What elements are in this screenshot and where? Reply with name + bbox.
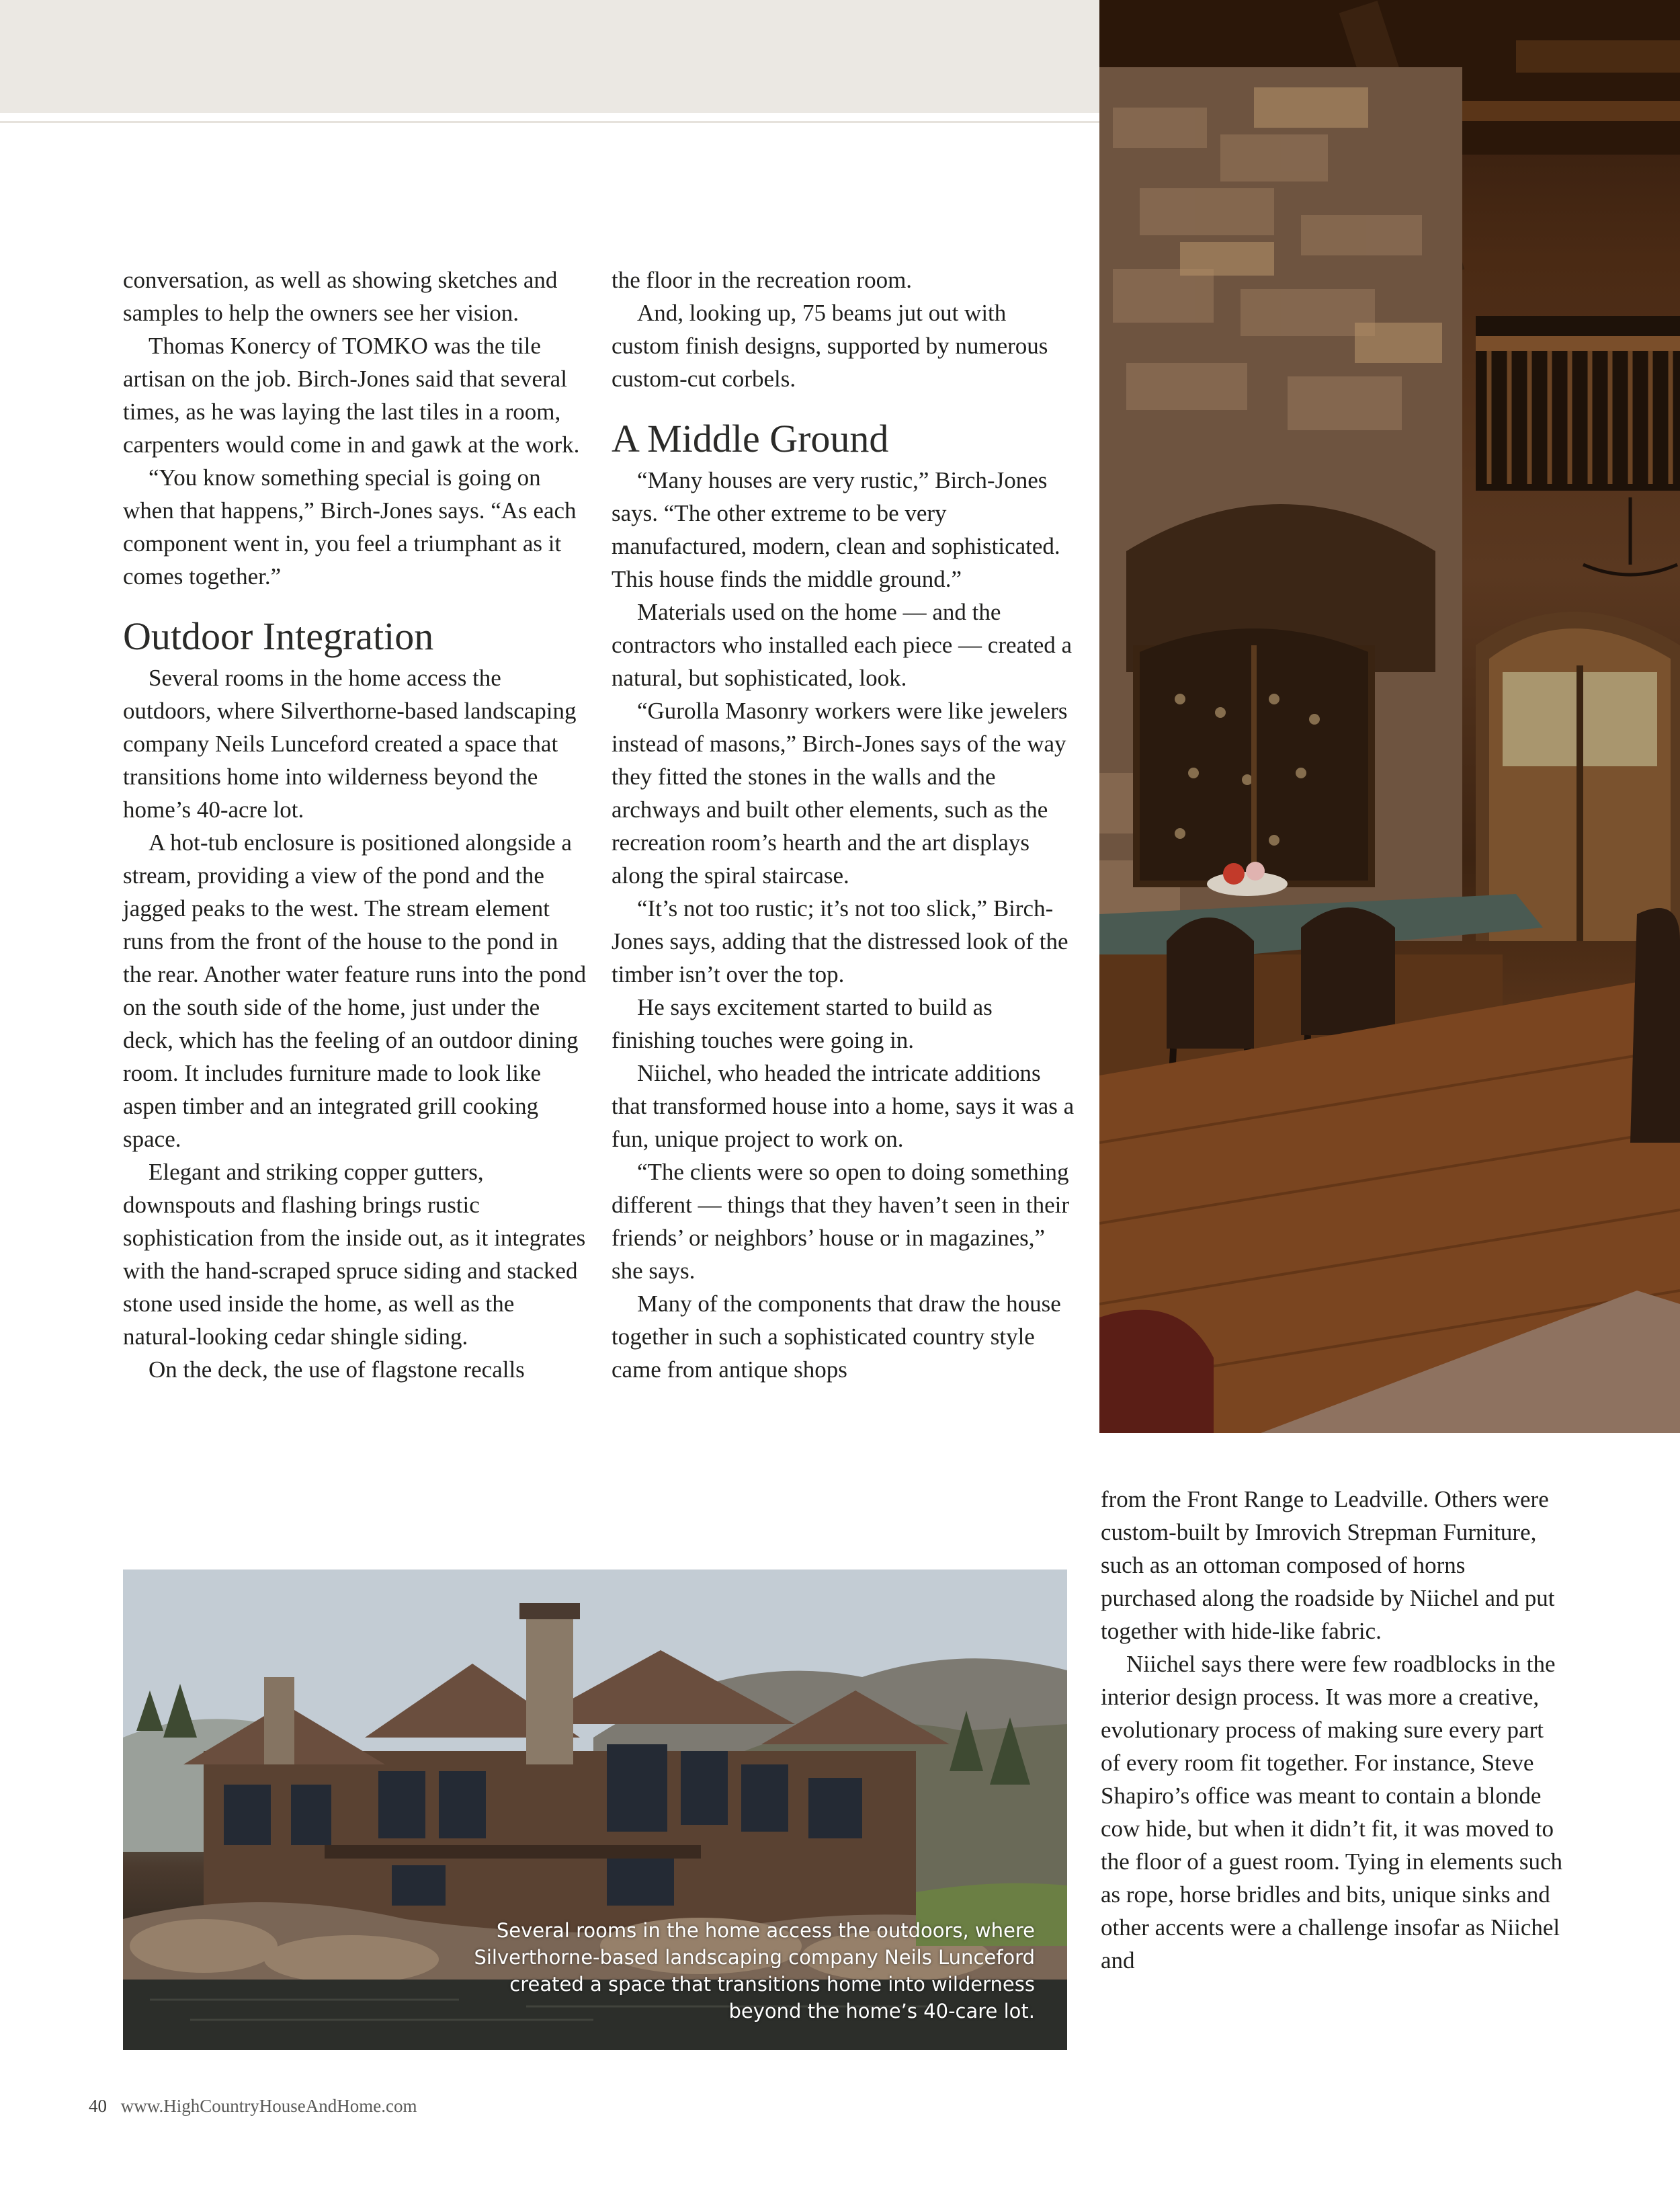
exterior-photo bbox=[123, 1570, 1067, 2050]
paragraph: Many of the components that draw the house together in such a sophisticated country style came from antique shops bbox=[612, 1291, 1061, 1383]
photo-caption: Several rooms in the home access the outdoors, where Silverthorne-based landscaping company Neils Lunceford created a space that transitions home into wilderness beyond the home’s 40-care lot. bbox=[474, 1919, 1035, 2023]
article-column-2 bbox=[612, 263, 1075, 1386]
page-footer bbox=[89, 2096, 417, 2117]
paragraph: “It’s not too rustic; it’s not too slick,” Birch-Jones says, adding that the distressed look of the timber isn’t over the top. bbox=[612, 895, 1068, 987]
article-column-1 bbox=[123, 263, 587, 1386]
paragraph: A hot-tub enclosure is positioned alongside a stream, providing a view of the pond and the jagged peaks to the west. The stream element runs from the front of the house to the pond in the rear. Another water feature runs into the pond on the south side of the home, just under the deck, which has the feeling of an outdoor dining room. It includes furniture made to look like aspen timber and an integrated grill cooking space. bbox=[123, 829, 587, 1152]
website-url: www.HighCountryHouseAndHome.com bbox=[120, 2096, 417, 2116]
header-band bbox=[0, 0, 1099, 113]
paragraph: from the Front Range to Leadville. Others were custom-built by Imrovich Strepman Furniture, such as an ottoman composed of horns purchased along the roadside by Niichel and put together with hide-like fabric. bbox=[1101, 1486, 1555, 1644]
paragraph: the floor in the recreation room. bbox=[612, 267, 913, 293]
paragraph: He says excitement started to build as finishing touches were going in. bbox=[612, 994, 993, 1053]
interior-photo-art bbox=[1099, 0, 1680, 1433]
paragraph: “Many houses are very rustic,” Birch-Jones says. “The other extreme to be very manufactured, modern, clean and sophisticated. This house finds the middle ground.” bbox=[612, 467, 1060, 592]
paragraph: And, looking up, 75 beams jut out with custom finish designs, supported by numerous custom-cut corbels. bbox=[612, 300, 1048, 392]
paragraph: Thomas Konercy of TOMKO was the tile artisan on the job. Birch-Jones said that several times, as he was laying the last tiles in a room, carpenters would come in and gawk at the work. bbox=[123, 333, 580, 458]
paragraph: “The clients were so open to doing something different — things that they haven’t seen in their friends’ or neighbors’ house or in magazines,” she says. bbox=[612, 1159, 1070, 1284]
paragraph: “You know something special is going on when that happens,” Birch-Jones says. “As each component went in, you feel a triumphant as it comes together.” bbox=[123, 464, 577, 589]
paragraph: Niichel, who headed the intricate additions that transformed house into a home, says it was a fun, unique project to work on. bbox=[612, 1060, 1075, 1152]
paragraph: Materials used on the home — and the contractors who installed each piece — created a natural, but sophisticated, look. bbox=[612, 599, 1073, 691]
paragraph: On the deck, the use of flagstone recalls bbox=[149, 1356, 525, 1383]
page-number: 40 bbox=[89, 2096, 107, 2116]
paragraph: Elegant and striking copper gutters, downspouts and flashing brings rustic sophistication from the inside out, as it integrates with the hand-scraped spruce siding and stacked stone used inside the home, as well as the natural-looking cedar shingle siding. bbox=[123, 1159, 586, 1350]
paragraph: “Gurolla Masonry workers were like jewelers instead of masons,” Birch-Jones says of the way they fitted the stones in the walls and the archways and built other elements, such as the recreation room’s hearth and the art displays along the spiral staircase. bbox=[612, 698, 1068, 889]
interior-photo bbox=[1099, 0, 1680, 1433]
paragraph: conversation, as well as showing sketches and samples to help the owners see her vision. bbox=[123, 267, 558, 326]
paragraph: Niichel says there were few roadblocks in the interior design process. It was more a creative, evolutionary process of making sure every part of every room fit together. For instance, Steve Shapiro’s office was meant to contain a blonde cow hide, but when it didn’t fit, it was moved to the floor of a guest room. Tying in elements such as rope, horse bridles and bits, unique sinks and other accents were a challenge insofar as Niichel and bbox=[1101, 1651, 1563, 1973]
article-column-3 bbox=[1101, 1483, 1564, 1977]
section-heading-middle-ground: A Middle Ground bbox=[612, 417, 889, 460]
section-heading-outdoor-integration: Outdoor Integration bbox=[123, 614, 434, 658]
paragraph: Several rooms in the home access the outdoors, where Silverthorne-based landscaping company Neils Lunceford created a space that transitions home into wilderness beyond the home’s 40-acre lot. bbox=[123, 665, 577, 823]
